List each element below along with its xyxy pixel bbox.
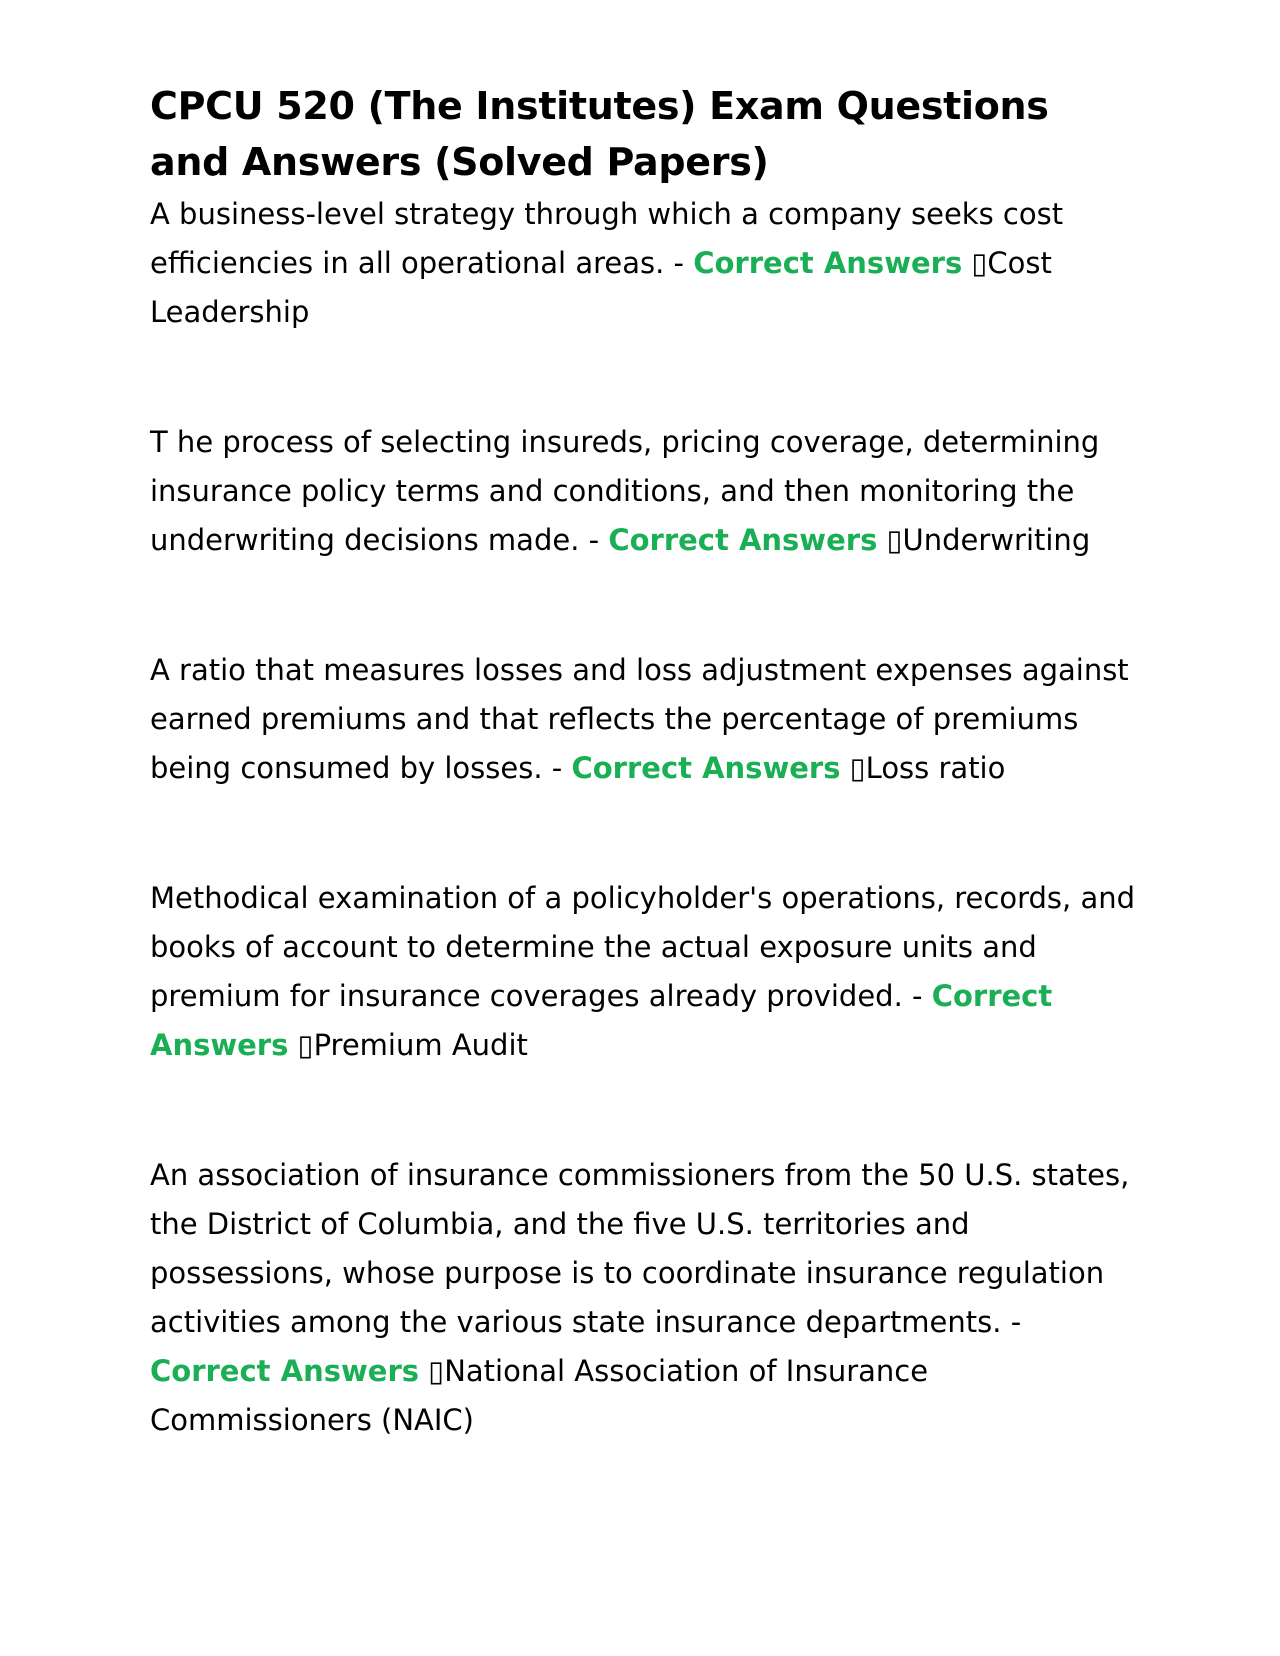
question-text: A business-level strategy through which a company seeks cost efficiencies in all operational areas. - [150,197,1064,280]
qa-item [150,874,1140,1070]
question-text: A ratio that measures losses and loss adjustment expenses against earned premiums and that reflects the percentage of premiums being consumed by losses. - [150,653,1129,785]
answer-text: Premium Audit [313,1028,528,1062]
answer-text: Underwriting [902,523,1091,557]
correct-answers-label: Correct Answers [150,1354,420,1388]
answer-marker-icon: ▯ [886,523,903,557]
correct-answers-label: Correct Answers [608,523,878,557]
answer-text: Loss ratio [865,751,1006,785]
qa-item [150,418,1140,565]
question-text: T he process of selecting insureds, pricing coverage, determining insurance policy terms and conditions, and then monitoring the underwriting decisions made. - [150,425,1100,557]
document-page [150,78,1140,1526]
correct-answers-label: Correct Answers [150,979,1053,1062]
question-text: An association of insurance commissioners from the 50 U.S. states, the District of Columbia, and the five U.S. territories and possessions, whose purpose is to coordinate insurance regulation activities among the various state insurance departments. - [150,1158,1130,1339]
answer-text: Cost Leadership [150,246,1052,329]
qa-item [150,190,1140,337]
qa-item [150,1151,1140,1445]
correct-answers-label: Correct Answers [693,246,963,280]
answer-marker-icon: ▯ [971,246,988,280]
answer-marker-icon: ▯ [428,1354,445,1388]
qa-item [150,646,1140,793]
answer-marker-icon: ▯ [849,751,866,785]
document-title: CPCU 520 (The Institutes) Exam Questions and Answers (Solved Papers) [150,84,1049,184]
answer-text: National Association of Insurance Commissioners (NAIC) [150,1354,929,1437]
question-text: Methodical examination of a policyholder's operations, records, and books of account to determine the actual exposure units and premium for insurance coverages already provided. - [150,881,1136,1013]
correct-answers-label: Correct Answers [571,751,841,785]
answer-marker-icon: ▯ [297,1028,314,1062]
